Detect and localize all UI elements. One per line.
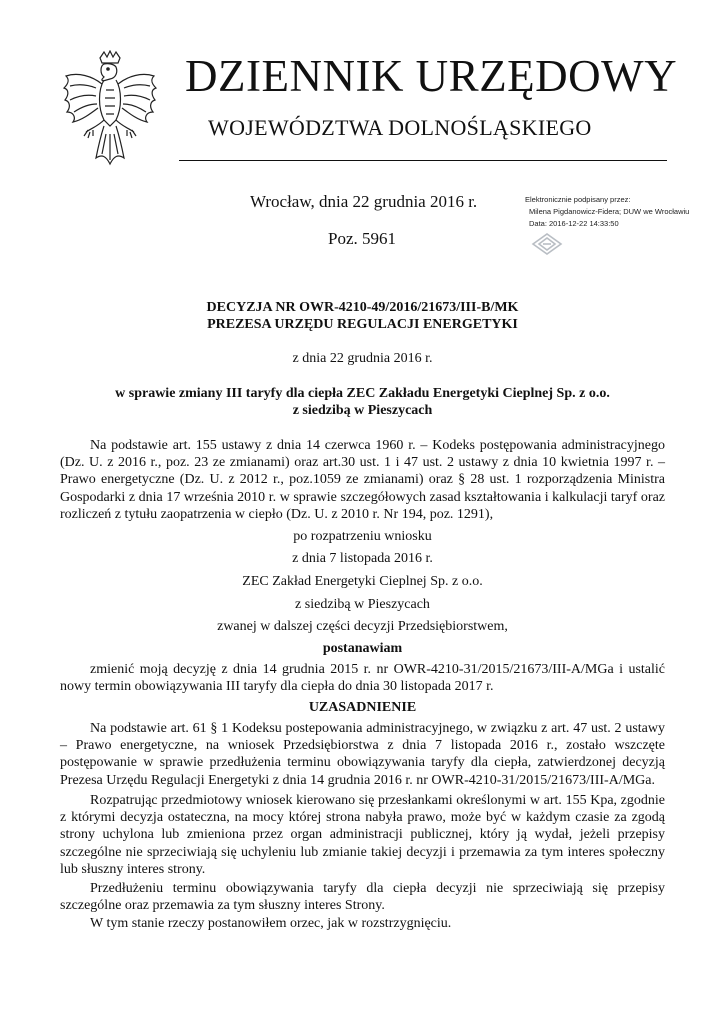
signature-verified-stamp-icon [529,232,565,256]
closing-statement: W tym stanie rzeczy postanowiłem orzec, jak w rozstrzygnięciu. [90,916,452,931]
center-line-4: z siedzibą w Pieszycach [295,597,430,612]
polish-eagle-emblem-icon [60,50,160,168]
center-line-3: ZEC Zakład Energetyki Cieplnej Sp. z o.o. [242,574,483,589]
decision-title-line1: DECYZJA NR OWR-4210-49/2016/21673/III-B/MK [206,300,519,315]
decision-title-line2: PREZESA URZĘDU REGULACJI ENERGETYKI [207,317,518,332]
decision-date: z dnia 22 grudnia 2016 r. [292,351,433,366]
center-line-1: po rozpatrzeniu wniosku [293,529,432,544]
decision-subject-line1: w sprawie zmiany III taryfy dla ciepła ZEC Zakładu Energetyki Cieplnej Sp. z o.o. [115,386,610,401]
center-line-2: z dnia 7 listopada 2016 r. [292,551,433,566]
electronic-signature-block [525,194,715,230]
header-divider [179,160,667,161]
signature-signer: Milena Pigdanowicz-Fidera; DUW we Wrocławiu [529,207,690,216]
signature-label: Elektronicznie podpisany przez: [525,195,631,204]
decision-subject-line2: z siedzibą w Pieszycach [292,403,433,418]
center-line-5: zwanej w dalszej części decyzji Przedsiębiorstwem, [217,619,508,634]
justification-paragraph-2: Rozpatrując przedmiotowy wniosek kierowano się przesłankami określonymi w art. 155 Kpa, zgodnie z którymi decyzja ostateczna, na mocy której strona nabyła prawo, może być w każdym czasie za zgodą strony uchylona lub zmieniona przez organ administracji publicznej, który ją wydał, jeżeli przepisy szczególne nie sprzeciwiają się uchyleniu lub zmianie takiej decyzji i przemawia za tym interes społeczny lub słuszny interes strony. [60,793,665,877]
publication-place-date: Wrocław, dnia 22 grudnia 2016 r. [250,192,478,211]
resolution-paragraph: zmienić moją decyzję z dnia 14 grudnia 2015 r. nr OWR-4210-31/2015/21673/III-A/MGa i ustalić nowy termin obowiązywania III taryfy dla ciepła do dnia 30 listopada 2017 r. [60,662,665,695]
justification-heading: UZASADNIENIE [308,700,417,715]
position-number: Poz. 5961 [328,229,396,248]
resolve-heading: postanawiam [322,641,403,656]
signature-date: Data: 2016-12-22 14:33:50 [529,219,619,228]
justification-paragraph-3: Przedłużeniu terminu obowiązywania taryfy dla ciepła decyzji nie sprzeciwiają się przepisy szczególne oraz przemawia za tym słuszny interes Strony. [60,881,665,914]
journal-subtitle: WOJEWÓDZTWA DOLNOŚLĄSKIEGO [208,115,592,140]
legal-basis-paragraph: Na podstawie art. 155 ustawy z dnia 14 czerwca 1960 r. – Kodeks postępowania administracyjnego (Dz. U. z 2016 r., poz. 23 ze zmianami) oraz art.30 ust. 1 i 47 ust. 2 ustawy z dnia 10 kwietnia 1997 r. – Prawo energetyczne (Dz. U. z 2012 r., poz.1059 ze zmianami) oraz § 28 ust. 1 rozporządzenia Ministra Gospodarki z dnia 17 września 2010 r. w sprawie szczegółowych zasad kształtowania i kalkulacji taryf oraz rozliczeń z tytułu zaopatrzenia w ciepło (Dz. U. z 2010 r. Nr 194, poz. 1291), [60,438,665,522]
justification-paragraph-1: Na podstawie art. 61 § 1 Kodeksu postepowania administracyjnego, w związku z art. 47 ust. 2 ustawy – Prawo energetyczne, na wniosek Przedsiębiorstwa z dnia 7 listopada 2016 r., zostało wszczęte postępowanie w sprawie przedłużenia terminu obowiązywania taryfy dla ciepła, zatwierdzonej decyzją Prezesa Urzędu Regulacji Energetyki z dnia 14 grudnia 2016 r. nr OWR-4210-31/2015/21673/III-A/MGa. [60,721,665,788]
journal-title: DZIENNIK URZĘDOWY [185,51,678,101]
